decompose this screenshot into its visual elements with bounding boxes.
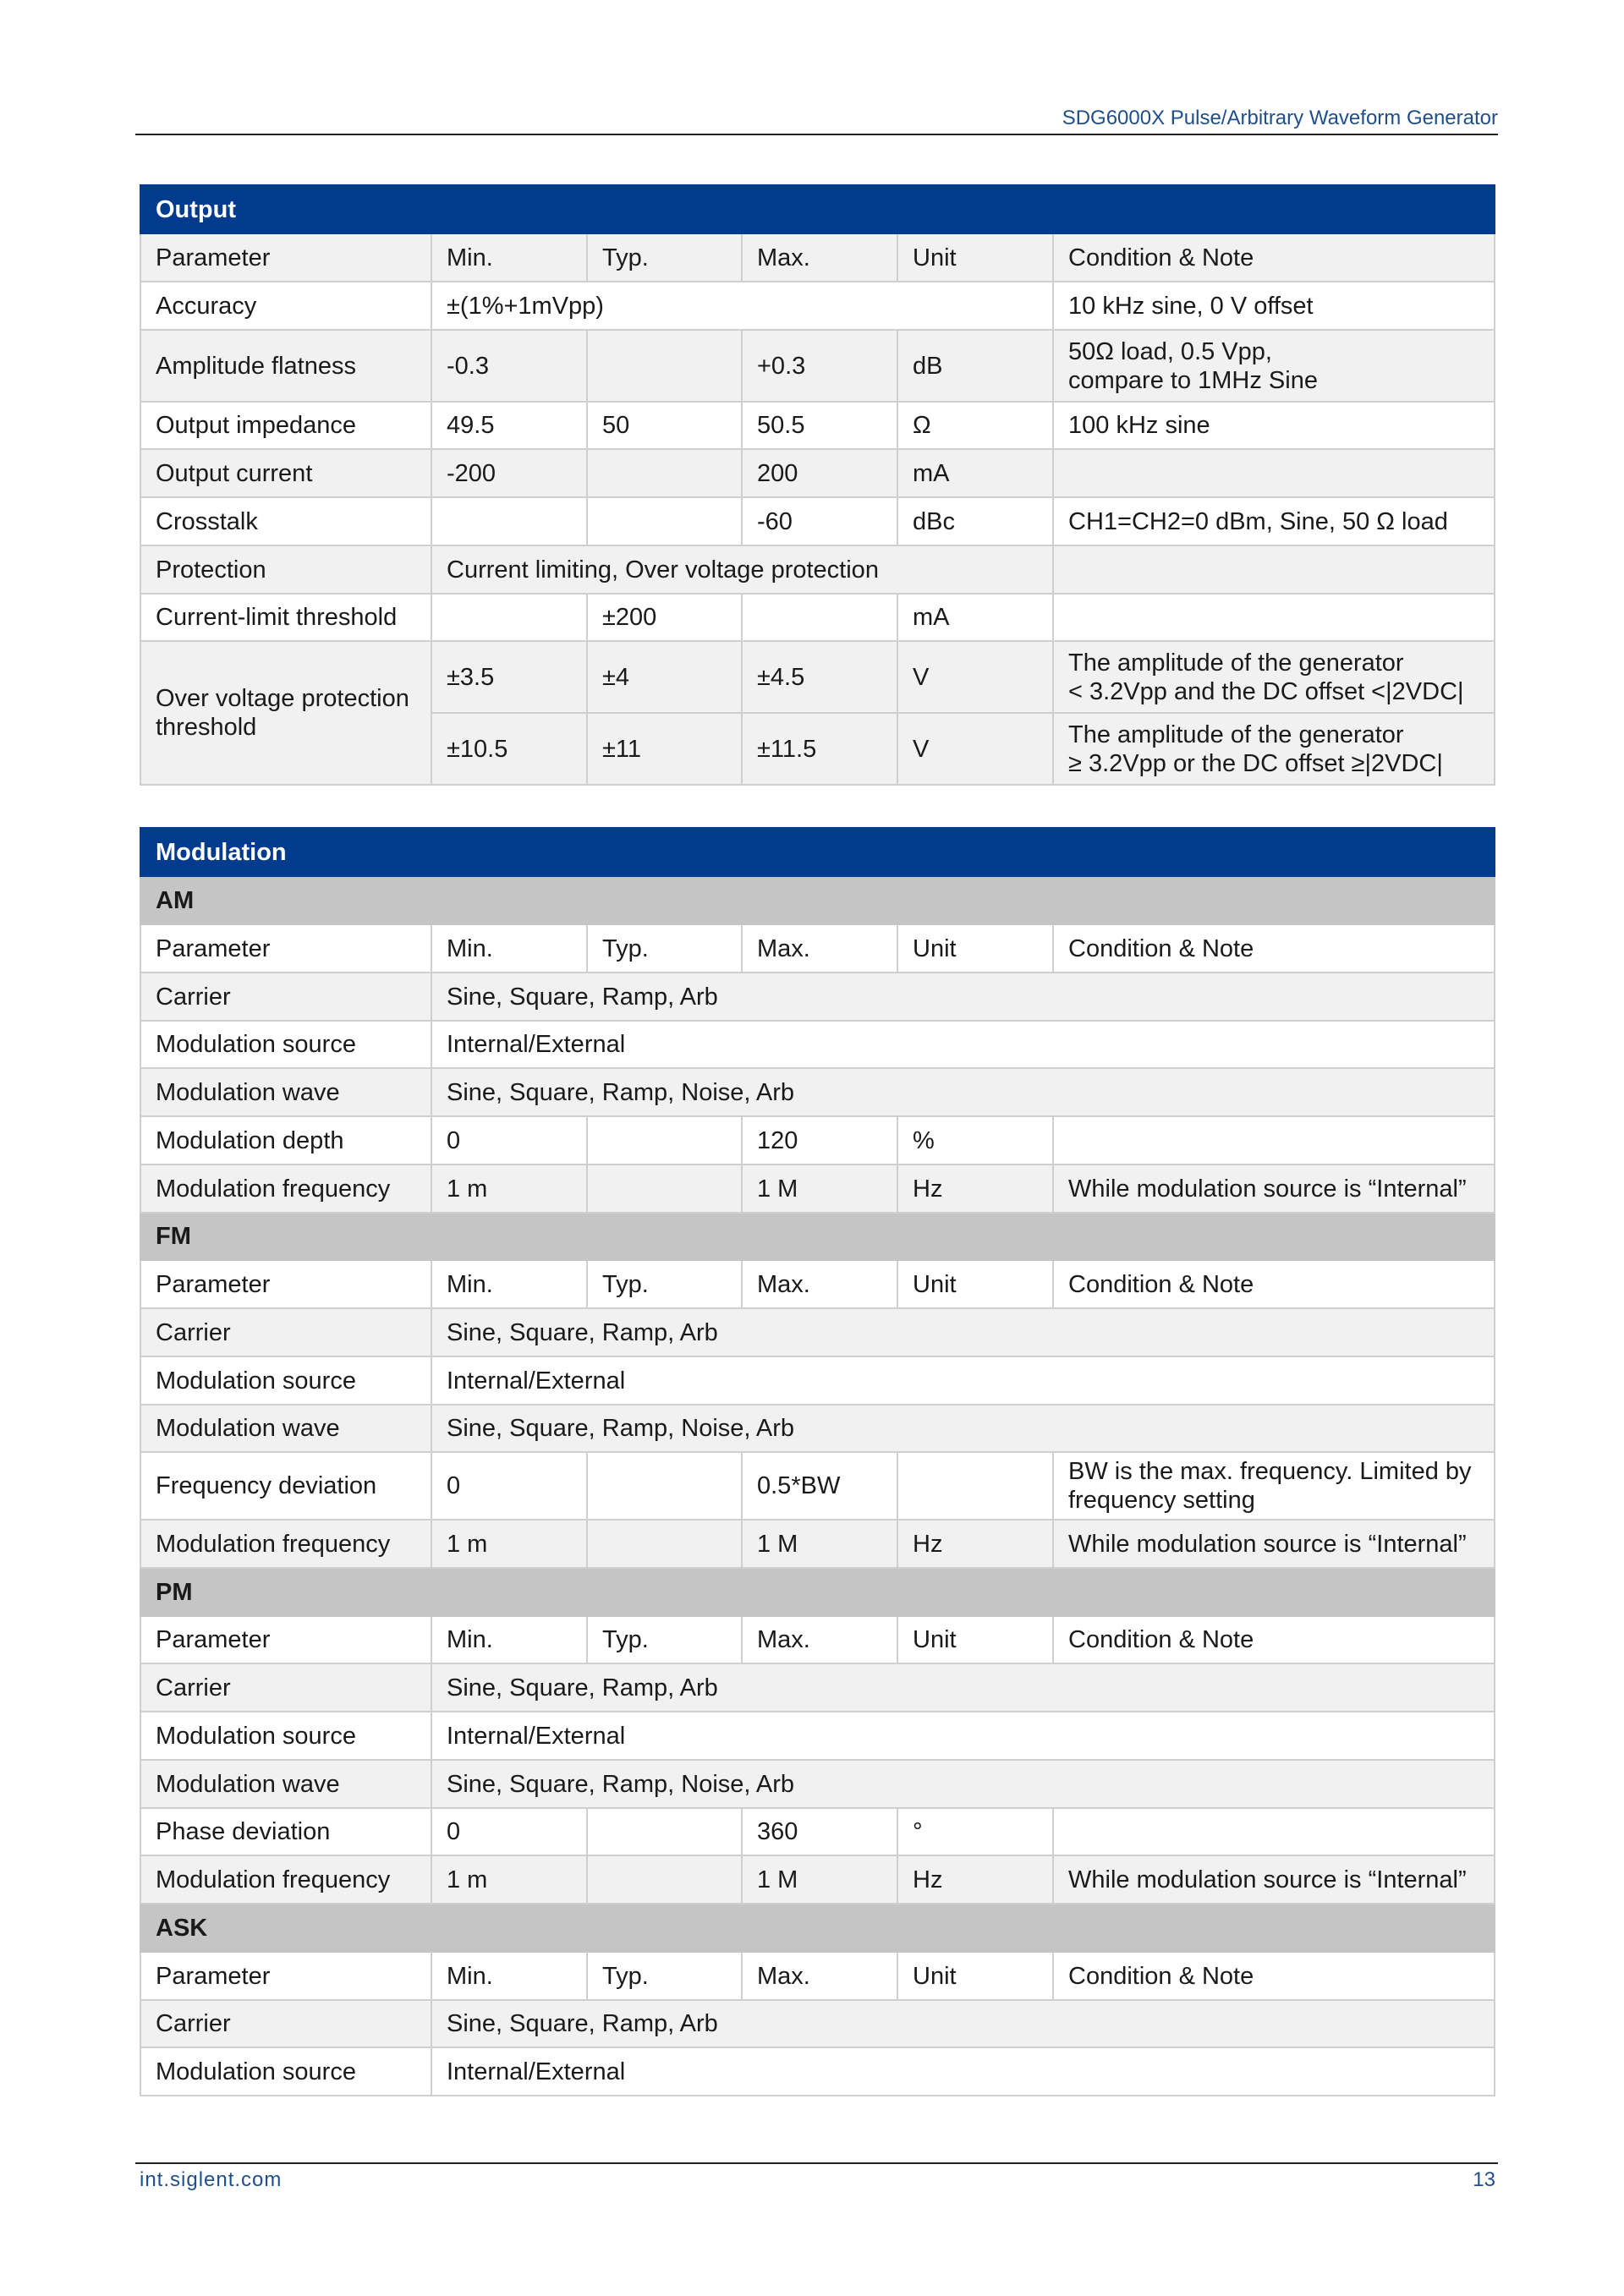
col-header-typ: Typ. [587,1260,742,1308]
param-typ: 50 [587,402,742,449]
table-row [140,497,1495,545]
param-note [1053,641,1495,713]
param-label: Modulation frequency [140,1520,431,1568]
param-label: Modulation frequency [140,1164,431,1213]
param-value: Sine, Square, Ramp, Noise, Arb [431,1068,1495,1116]
footer-url: int.siglent.com [140,2168,283,2191]
page-number: 13 [1473,2168,1495,2191]
table-row [140,2047,1495,2096]
col-header-max: Max. [742,1616,897,1663]
note-line: The amplitude of the generator [1068,649,1404,677]
param-min: -0.3 [431,330,587,402]
col-header-unit: Unit [897,924,1053,973]
param-typ: ±4 [587,641,742,713]
note-line: ≥ 3.2Vpp or the DC offset ≥|2VDC| [1068,749,1443,777]
table-row [140,1308,1495,1356]
param-note [1053,594,1495,641]
param-label: Modulation wave [140,1760,431,1808]
col-header-parameter: Parameter [140,924,431,973]
param-label: Accuracy [140,282,431,330]
subsection-title-am: AM [140,876,1495,924]
param-label: Amplitude flatness [140,330,431,402]
subsection-title-fm: FM [140,1213,1495,1260]
table-row [140,1405,1495,1452]
table-row [140,1068,1495,1116]
param-value: Sine, Square, Ramp, Arb [431,973,1495,1021]
param-note [1053,1452,1495,1520]
col-header-parameter: Parameter [140,1952,431,2000]
col-header-typ: Typ. [587,1616,742,1663]
table-row [140,1663,1495,1712]
note-line: BW is the max. frequency. Limited by [1068,1458,1472,1485]
param-min: 0 [431,1452,587,1520]
param-max: 1 M [742,1164,897,1213]
document-header-title: SDG6000X Pulse/Arbitrary Waveform Generator [1062,107,1498,129]
param-label: Modulation source [140,1712,431,1760]
param-min: 0 [431,1116,587,1164]
param-label: Modulation depth [140,1116,431,1164]
column-header-row [140,1952,1495,2000]
param-min: 1 m [431,1164,587,1213]
param-note: 10 kHz sine, 0 V offset [1053,282,1495,330]
param-typ [587,1808,742,1855]
col-header-parameter: Parameter [140,1260,431,1308]
table-row [140,1855,1495,1904]
param-min [431,594,587,641]
param-unit: % [897,1116,1053,1164]
table-row [140,330,1495,402]
table-row [140,1164,1495,1213]
param-label: Modulation wave [140,1068,431,1116]
param-value: Sine, Square, Ramp, Noise, Arb [431,1405,1495,1452]
param-label: Modulation source [140,1356,431,1405]
section-title-modulation: Modulation [140,828,1495,876]
param-unit: dBc [897,497,1053,545]
col-header-min: Min. [431,924,587,973]
header-divider [135,134,1498,135]
label-line: threshold [156,714,257,741]
param-value: Sine, Square, Ramp, Noise, Arb [431,1760,1495,1808]
param-note [1053,449,1495,497]
col-header-unit: Unit [897,1260,1053,1308]
col-header-min: Min. [431,1260,587,1308]
col-header-note: Condition & Note [1053,1260,1495,1308]
param-label: Carrier [140,1663,431,1712]
note-line: 50Ω load, 0.5 Vpp, [1068,337,1272,365]
param-value: Sine, Square, Ramp, Arb [431,1663,1495,1712]
col-header-note: Condition & Note [1053,1952,1495,2000]
param-max: -60 [742,497,897,545]
table-row [140,641,1495,713]
note-line: < 3.2Vpp and the DC offset <|2VDC| [1068,677,1464,705]
param-label: Carrier [140,973,431,1021]
param-value: Sine, Square, Ramp, Arb [431,1308,1495,1356]
param-unit: Hz [897,1855,1053,1904]
param-min: -200 [431,449,587,497]
table-row [140,1116,1495,1164]
param-max: 50.5 [742,402,897,449]
table-row [140,1452,1495,1520]
table-row [140,2000,1495,2047]
param-label: Carrier [140,1308,431,1356]
col-header-min: Min. [431,1616,587,1663]
col-header-max: Max. [742,1260,897,1308]
param-unit [897,1452,1053,1520]
col-header-parameter: Parameter [140,233,431,282]
param-unit: mA [897,594,1053,641]
table-row [140,1808,1495,1855]
col-header-note: Condition & Note [1053,924,1495,973]
param-note: CH1=CH2=0 dBm, Sine, 50 Ω load [1053,497,1495,545]
table-row [140,1712,1495,1760]
param-typ [587,497,742,545]
param-typ [587,449,742,497]
col-header-max: Max. [742,233,897,282]
param-label: Modulation wave [140,1405,431,1452]
param-min: 0 [431,1808,587,1855]
param-value: Internal/External [431,1021,1495,1068]
param-note: 100 kHz sine [1053,402,1495,449]
col-header-min: Min. [431,1952,587,2000]
param-min: ±3.5 [431,641,587,713]
param-unit: V [897,713,1053,785]
param-max: 0.5*BW [742,1452,897,1520]
col-header-note: Condition & Note [1053,1616,1495,1663]
col-header-min: Min. [431,233,587,282]
param-note: While modulation source is “Internal” [1053,1855,1495,1904]
table-row [140,1760,1495,1808]
subsection-title-ask: ASK [140,1904,1495,1952]
footer-divider [135,2162,1498,2164]
param-label [140,641,431,785]
table-row [140,402,1495,449]
param-max: 1 M [742,1855,897,1904]
param-label: Carrier [140,2000,431,2047]
output-spec-table [140,184,1495,786]
label-line: Over voltage protection [156,685,409,712]
table-row [140,282,1495,330]
col-header-typ: Typ. [587,1952,742,2000]
param-unit: V [897,641,1053,713]
param-note [1053,330,1495,402]
table-row [140,1356,1495,1405]
param-typ [587,1452,742,1520]
param-label: Crosstalk [140,497,431,545]
param-typ [587,1520,742,1568]
param-note [1053,1808,1495,1855]
param-typ [587,1116,742,1164]
param-max [742,594,897,641]
param-note [1053,713,1495,785]
param-min: 1 m [431,1520,587,1568]
table-row [140,449,1495,497]
param-max: ±4.5 [742,641,897,713]
param-min: 1 m [431,1855,587,1904]
param-note [1053,545,1495,594]
table-row [140,594,1495,641]
param-value: Internal/External [431,1712,1495,1760]
col-header-unit: Unit [897,1616,1053,1663]
col-header-unit: Unit [897,1952,1053,2000]
param-note: While modulation source is “Internal” [1053,1520,1495,1568]
table-row [140,1021,1495,1068]
param-unit: dB [897,330,1053,402]
param-label: Frequency deviation [140,1452,431,1520]
note-line: The amplitude of the generator [1068,721,1404,748]
param-typ: ±11 [587,713,742,785]
param-min: ±10.5 [431,713,587,785]
param-label: Modulation source [140,2047,431,2096]
param-note [1053,1116,1495,1164]
param-max: 360 [742,1808,897,1855]
param-value: Internal/External [431,1356,1495,1405]
col-header-max: Max. [742,924,897,973]
note-line: compare to 1MHz Sine [1068,366,1318,394]
col-header-max: Max. [742,1952,897,2000]
param-note: While modulation source is “Internal” [1053,1164,1495,1213]
param-label: Protection [140,545,431,594]
param-unit: ° [897,1808,1053,1855]
param-label: Modulation source [140,1021,431,1068]
col-header-parameter: Parameter [140,1616,431,1663]
col-header-typ: Typ. [587,924,742,973]
column-header-row [140,1260,1495,1308]
param-typ [587,1855,742,1904]
col-header-unit: Unit [897,233,1053,282]
param-unit: mA [897,449,1053,497]
param-label: Modulation frequency [140,1855,431,1904]
column-header-row [140,1616,1495,1663]
column-header-row [140,233,1495,282]
param-unit: Hz [897,1520,1053,1568]
table-row [140,545,1495,594]
param-max: 120 [742,1116,897,1164]
param-typ: ±200 [587,594,742,641]
section-title-output: Output [140,185,1495,233]
note-line: frequency setting [1068,1487,1255,1514]
param-max: +0.3 [742,330,897,402]
col-header-note: Condition & Note [1053,233,1495,282]
param-min: 49.5 [431,402,587,449]
col-header-typ: Typ. [587,233,742,282]
param-value: ±(1%+1mVpp) [431,282,1053,330]
param-typ [587,1164,742,1213]
column-header-row [140,924,1495,973]
param-label: Output impedance [140,402,431,449]
param-value: Sine, Square, Ramp, Arb [431,2000,1495,2047]
param-value: Current limiting, Over voltage protection [431,545,1053,594]
param-min [431,497,587,545]
param-max: ±11.5 [742,713,897,785]
param-label: Current-limit threshold [140,594,431,641]
param-unit: Ω [897,402,1053,449]
param-label: Phase deviation [140,1808,431,1855]
subsection-title-pm: PM [140,1568,1495,1616]
param-max: 200 [742,449,897,497]
param-label: Output current [140,449,431,497]
modulation-spec-table [140,827,1495,2096]
param-max: 1 M [742,1520,897,1568]
param-unit: Hz [897,1164,1053,1213]
table-row [140,973,1495,1021]
param-value: Internal/External [431,2047,1495,2096]
param-typ [587,330,742,402]
table-row [140,1520,1495,1568]
